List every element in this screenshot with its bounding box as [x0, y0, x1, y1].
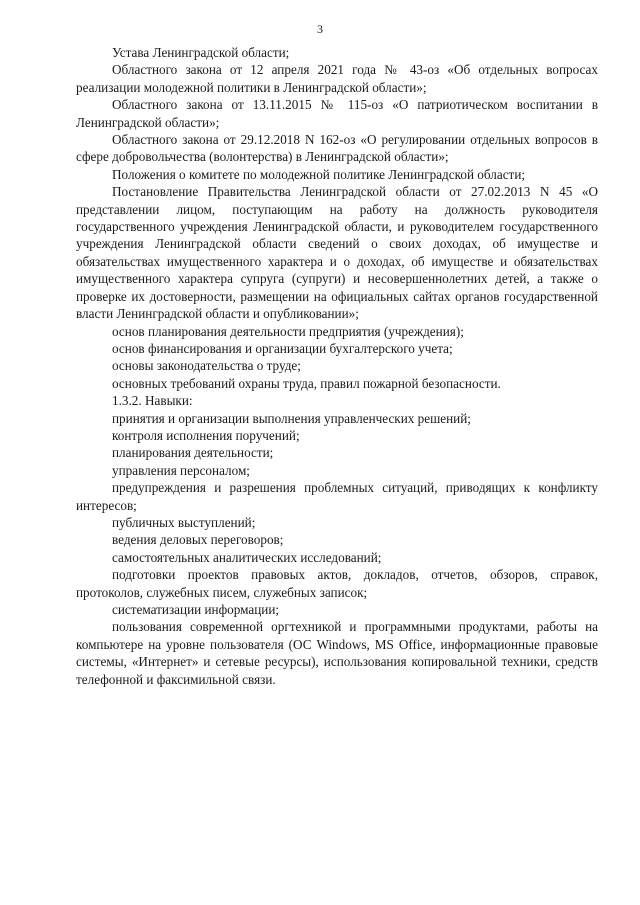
paragraph-22: пользования современной оргтехникой и программными продуктами, работы на компьютере на уровне пользователя (ОС Windows, MS Office, информационные правовые системы, «Интернет» и сетевые ресурсы), использования копировальной техники, средств телефонной и факсимильной связи.: [76, 619, 598, 687]
paragraph-1: Устава Ленинградской области;: [112, 45, 290, 60]
paragraph-3: Областного закона от 13.11.2015 № 115-оз «О патриотическом воспитании в Ленинградской области»;: [76, 97, 598, 130]
document-body: [76, 44, 598, 688]
paragraph-21: систематизации информации;: [112, 602, 280, 617]
paragraph-5: Положения о комитете по молодежной политике Ленинградской области;: [112, 166, 526, 182]
paragraph-20: подготовки проектов правовых актов, докладов, отчетов, обзоров, справок, протоколов, служебных писем, служебных записок;: [76, 567, 598, 600]
paragraph-12: принятия и организации выполнения управленческих решений;: [112, 410, 471, 426]
paragraph-19: самостоятельных аналитических исследований;: [112, 549, 382, 565]
paragraph-17: публичных выступлений;: [112, 514, 256, 530]
paragraph-9: основы законодательства о труде;: [112, 358, 301, 374]
paragraph-8: основ финансирования и организации бухгалтерского учета;: [112, 340, 453, 356]
paragraph-2: Областного закона от 12 апреля 2021 года № 43-оз «Об отдельных вопросах реализации молодежной политики в Ленинградской области»;: [76, 62, 598, 95]
paragraph-10: основных требований охраны труда, правил пожарной безопасности.: [112, 375, 501, 391]
paragraph-16: предупреждения и разрешения проблемных ситуаций, приводящих к конфликту интересов;: [76, 480, 598, 513]
paragraph-13: контроля исполнения поручений;: [112, 427, 300, 443]
paragraph-6: Постановление Правительства Ленинградской области от 27.02.2013 N 45 «О представлении лицом, поступающим на работу на должность руководителя государственного учреждения Ленинградской области, и руководителем государственного учреждения Ленинградской области сведений о своих доходах, об имуществе и обязательствах имущественного характера и о доходах, об имуществе и обязательствах имущественного характера супруга (супруги) и несовершеннолетних детей, а также о проверке их достоверности, размещении на официальных сайтах органов государственной власти Ленинградской области и опубликовании»;: [76, 184, 598, 322]
paragraph-18: ведения деловых переговоров;: [112, 532, 284, 548]
paragraph-14: планирования деятельности;: [112, 445, 274, 461]
page-number: 3: [317, 22, 323, 36]
paragraph-4: Областного закона от 29.12.2018 N 162-оз «О регулировании отдельных вопросов в сфере добровольчества (волонтерства) в Ленинградской области»;: [76, 132, 598, 165]
section-heading-skills: 1.3.2. Навыки:: [112, 393, 193, 409]
paragraph-15: управления персоналом;: [112, 462, 250, 478]
paragraph-7: основ планирования деятельности предприятия (учреждения);: [112, 323, 464, 339]
